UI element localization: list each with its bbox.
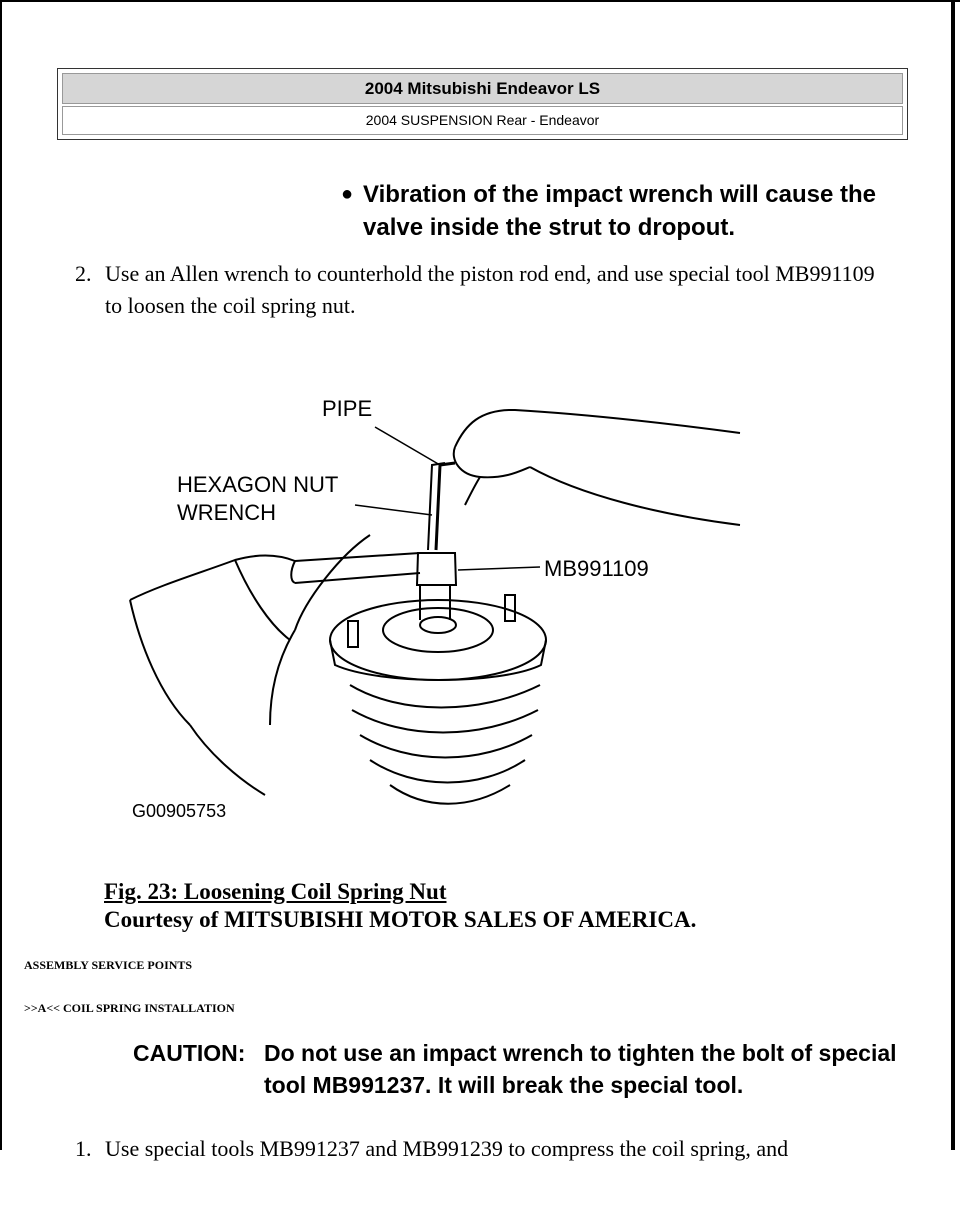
procedure-step-1 bbox=[75, 1133, 915, 1165]
step-text: Use an Allen wrench to counterhold the piston rod end, and use special tool MB991109 to loosen the coil spring nut. bbox=[105, 261, 875, 318]
page-border-top bbox=[0, 0, 960, 2]
caution-note bbox=[133, 1037, 923, 1101]
warning-bullet bbox=[341, 178, 921, 244]
caution-label: CAUTION: bbox=[133, 1040, 246, 1066]
procedure-step-2 bbox=[75, 258, 895, 322]
step-number: 1. bbox=[75, 1136, 92, 1161]
page-border-left bbox=[0, 0, 2, 1150]
label-tool-number: MB991109 bbox=[544, 556, 649, 581]
label-wrench: WRENCH bbox=[177, 500, 276, 525]
step-text: Use special tools MB991237 and MB991239 to compress the coil spring, and bbox=[105, 1136, 789, 1161]
page-border-right bbox=[951, 0, 955, 1150]
section-heading-coil: >>A<< COIL SPRING INSTALLATION bbox=[24, 1001, 235, 1015]
label-pipe: PIPE bbox=[322, 396, 373, 421]
section-heading-assembly: ASSEMBLY SERVICE POINTS bbox=[24, 958, 193, 972]
caution-text: Do not use an impact wrench to tighten the bolt of special tool MB991237. It will break the special tool. bbox=[264, 1040, 897, 1098]
figure-caption-title: Fig. 23: Loosening Coil Spring Nut bbox=[104, 879, 447, 904]
header-title: 2004 Mitsubishi Endeavor LS bbox=[62, 73, 903, 104]
figure-illustration bbox=[120, 385, 760, 830]
bullet-text: Vibration of the impact wrench will cause the valve inside the strut to dropout. bbox=[363, 181, 876, 241]
bullet-icon: ● bbox=[341, 183, 354, 205]
leader-lines bbox=[120, 385, 760, 830]
header-subtitle: 2004 SUSPENSION Rear - Endeavor bbox=[62, 106, 903, 135]
step-number: 2. bbox=[75, 261, 92, 286]
figure-caption-courtesy: Courtesy of MITSUBISHI MOTOR SALES OF AMERICA. bbox=[104, 907, 697, 932]
document-header bbox=[57, 68, 908, 140]
label-hexagon-nut: HEXAGON NUT bbox=[177, 472, 339, 497]
label-figure-code: G00905753 bbox=[132, 801, 227, 821]
